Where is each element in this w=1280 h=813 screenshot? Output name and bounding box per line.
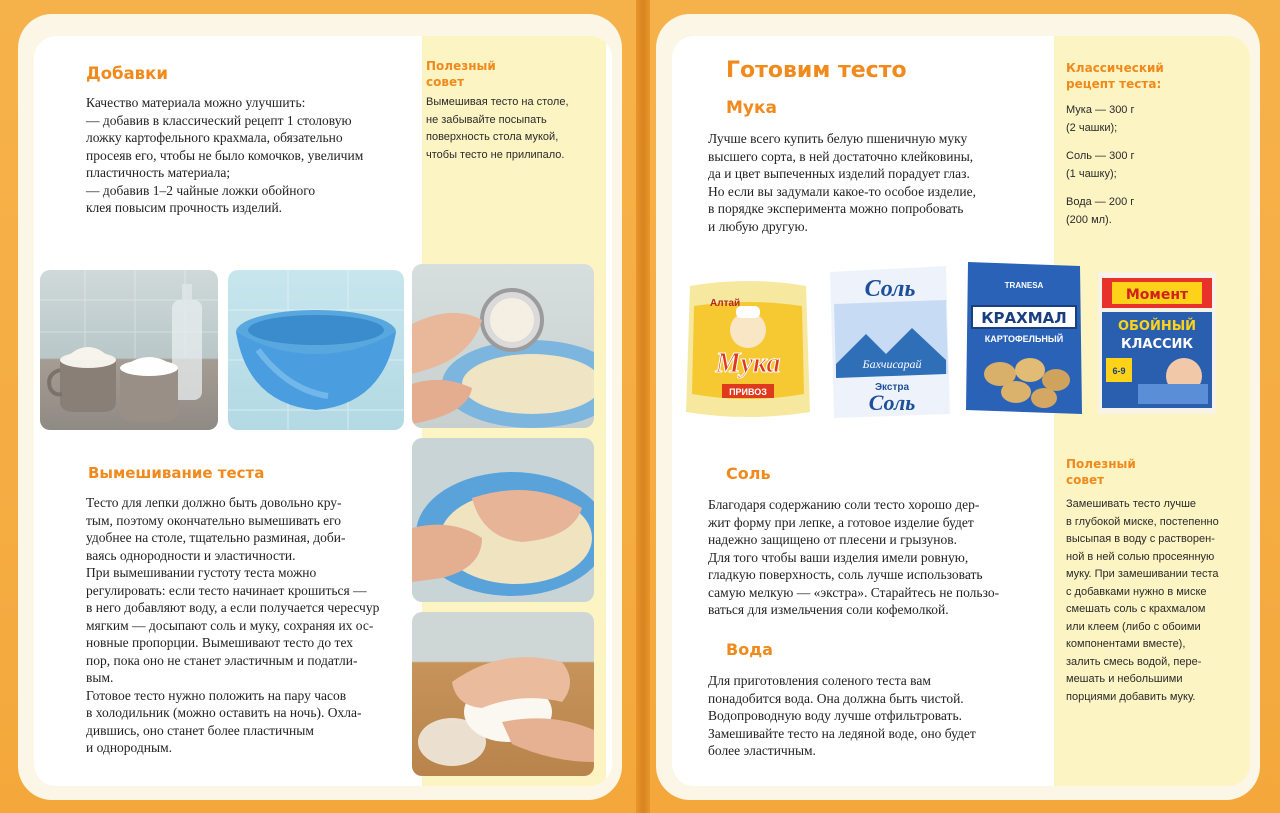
left-tip-heading [426,58,496,90]
book-spine [636,0,650,813]
glue-package [1098,272,1216,414]
left-page [18,14,622,800]
right-page-inner [672,36,1250,786]
recipe-heading-line1: Классический [1066,61,1164,75]
photo-dough-on-table [412,612,594,776]
glue-label2-text: КЛАССИК [1120,337,1194,352]
photo-sifting-flour [412,264,594,428]
flour-label-text: Мука [715,348,781,379]
recipe-heading-line2: рецепт теста: [1066,77,1162,91]
additives-heading: Добавки [86,64,168,83]
starch-package [964,258,1084,418]
flour-sub-text: ПРИВОЗ [729,387,767,397]
glue-label1-text: ОБОЙНЫЙ [1117,319,1197,334]
right-page [656,14,1260,800]
photo-flour-salt-cups [40,270,218,430]
starch-sub-text: КАРТОФЕЛЬНЫЙ [984,334,1064,344]
starch-brand-text: TRANESA [1004,281,1044,290]
salt-heading: Соль [726,464,771,483]
recipe-water: Вода — 200 г (200 мл). [1066,196,1135,226]
salt-label-top-text: Соль [864,276,916,302]
right-tip-heading [1066,456,1136,488]
recipe-heading [1066,60,1164,92]
photo-mixing-dough [412,438,594,602]
recipe-flour: Мука — 300 г (2 чашки); [1066,104,1135,134]
salt-label-bottom-text: Соль [868,390,916,415]
salt-package [826,264,952,418]
glue-sub-text: 6-9 [1112,366,1126,376]
salt-text: Благодаря содержанию соли тесто хорошо дер- жит форму при лепке, а готовое изделие будет надежно защищено от плесени и грызунов. Для того чтобы ваши изделия имели ровную, гладкую поверхность, соль лучше использовать самую мелкую — «экстра». Старайтесь не пользо- ваться для измельчения соли кофемолкой. [708,497,1000,617]
right-tip-heading-line1: Полезный [1066,457,1136,471]
kneading-heading: Вымешивание теста [88,464,265,482]
kneading-text: Тесто для лепки должно быть довольно кру- тым, поэтому окончательно вымешивать его удобнее на столе, тщательно разминая, доби- ваясь однородности и эластичности. При вымешивании густоту теста можно регулировать: если тесто начинает крошиться — в него добавляют воду, а если получается чересчур мягким — досыпают соль и муку, сохраняя их ос- новные пропорции. Вымешивают тесто до тех пор, пока оно не станет эластичным и податли- вым. Готовое тесто нужно положить на пару часов в холодильник (можно оставить на ночь). Охла- дившись, оно станет более пластичным и однородным. [86,495,380,755]
additives-text: Качество материала можно улучшить: — добавив в классический рецепт 1 столовую ложку картофельного крахмала, обязательно просеяв его, чтобы не было комочков, увеличим пластичность материала; — добавив 1–2 чайные ложки обойного клея повысим прочность изделий. [86,95,364,215]
left-page-inner [34,36,612,786]
starch-label-text: КРАХМАЛ [981,309,1067,327]
right-tip-text: Замешивать тесто лучше в глубокой миске, постепенно высыпая в воду с растворен- ной в ней солью просеянную муку. При замешивании теста с добавками нужно в миске смешать соль с крахмалом или клеем (либо с обоими компонентами вместе), залить смесь водой, пере- мешать и небольшими порциями добавить муку. [1066,498,1219,703]
page-title: Готовим тесто [726,58,907,83]
left-tip-text: Вымешивая тесто на столе, не забывайте посыпать поверхность стола мукой, чтобы тесто не прилипало. [426,96,569,161]
left-tip-heading-line1: Полезный [426,59,496,73]
flour-brand-text: Алтай [710,298,741,309]
flour-heading: Мука [726,98,778,118]
water-text: Для приготовления соленого теста вам понадобится вода. Она должна быть чистой. Водопроводную воду лучше отфильтровать. Замешивайте тесто на ледяной воде, оно будет более эластичным. [708,673,976,758]
right-tip-heading-line2: совет [1066,473,1105,487]
flour-text: Лучше всего купить белую пшеничную муку высшего сорта, в ней достаточно клейковины, да и цвет выпеченных изделий порадует глаз. Но если вы задумали какое-то особое изделие, в порядке эксперимента можно попробовать и любую другую. [708,131,976,234]
salt-brand-text: Бахчисарай [862,357,922,371]
flour-package [684,276,812,422]
left-tip-heading-line2: совет [426,75,465,89]
salt-sub-text: Экстра [874,382,910,393]
glue-brand-text: Момент [1125,287,1189,303]
photo-blue-bowl [228,270,404,430]
water-heading: Вода [726,640,773,659]
recipe-salt: Соль — 300 г (1 чашку); [1066,150,1135,180]
